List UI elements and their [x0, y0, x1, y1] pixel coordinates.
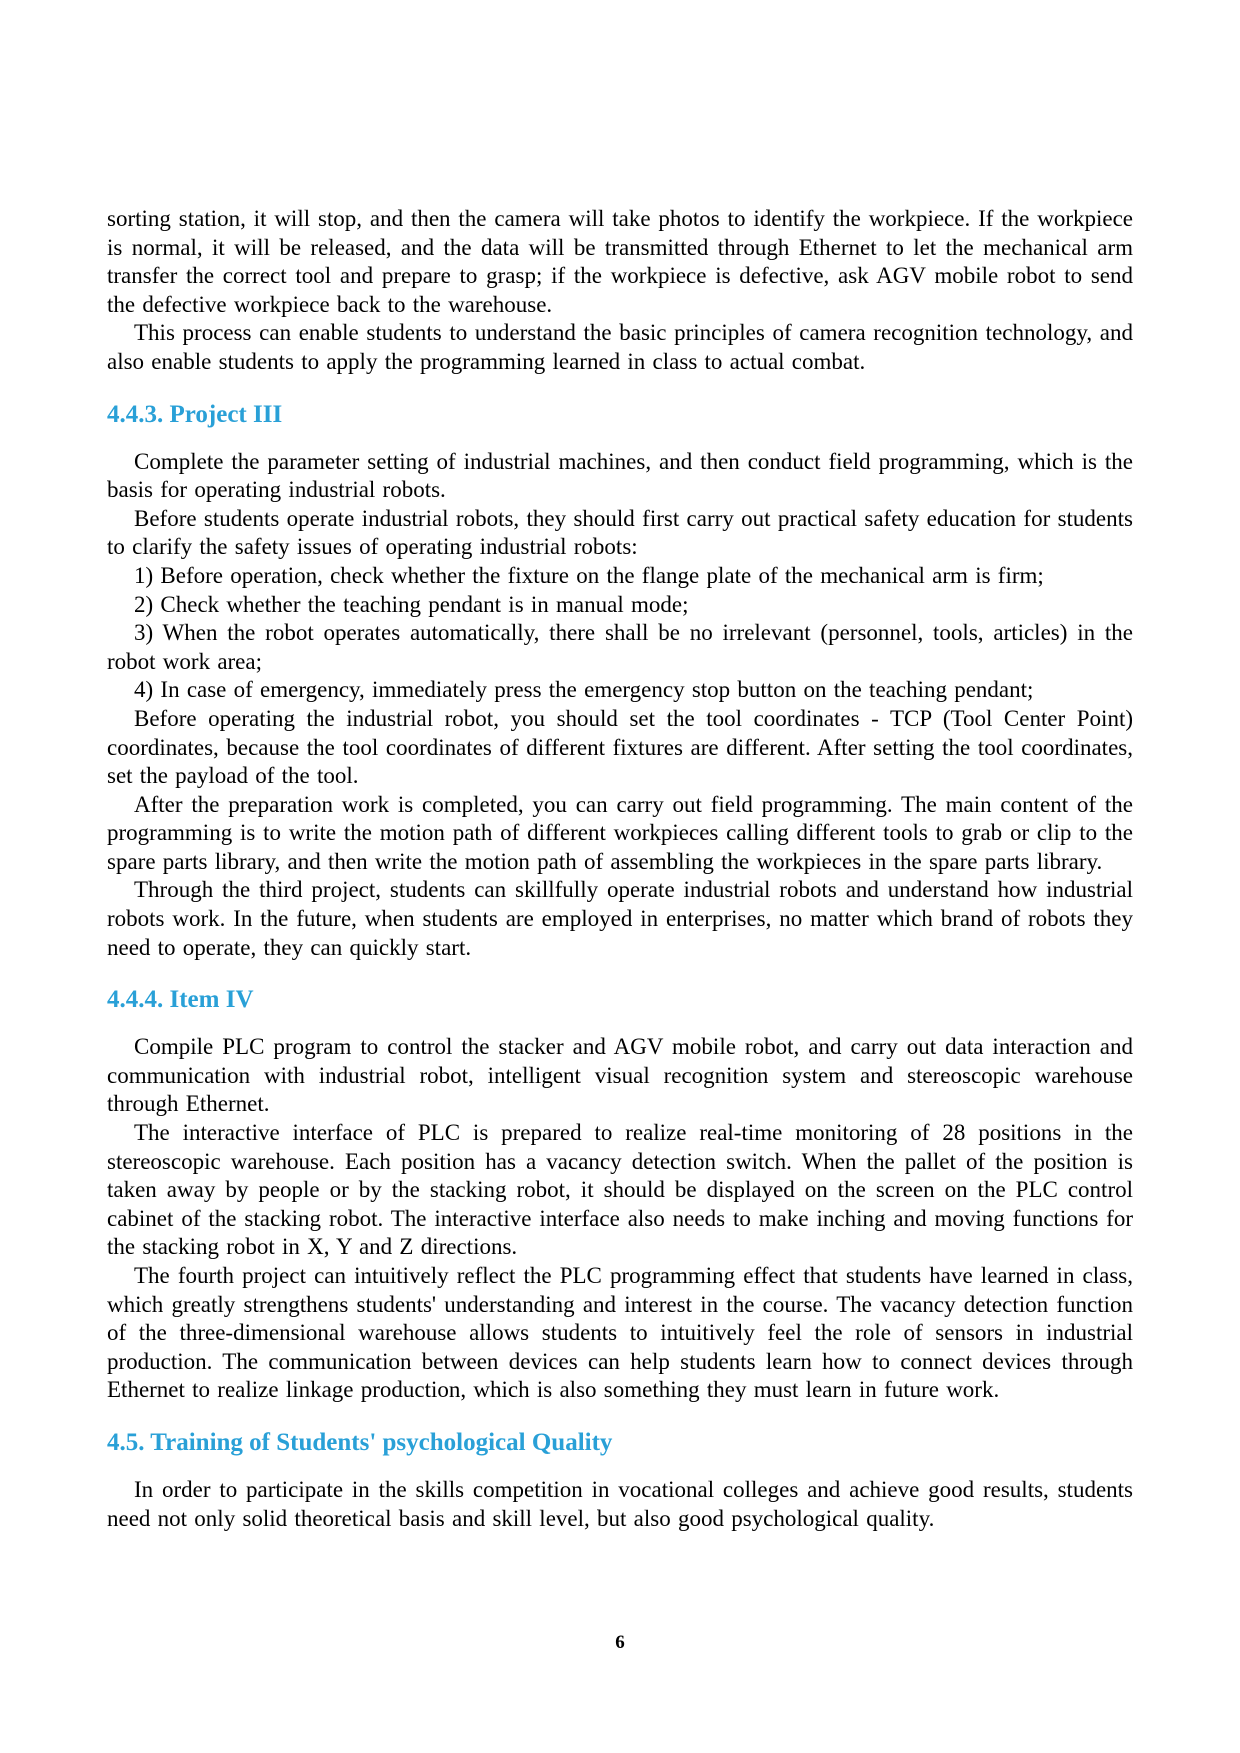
paragraph: In order to participate in the skills competition in vocational colleges and achieve good results, students need not only solid theoretical basis and skill level, but also good psychological quality.	[107, 1476, 1133, 1531]
page-content	[107, 205, 1133, 1533]
paragraph: Before operating the industrial robot, you should set the tool coordinates - TCP (Tool Center Point) coordinates, because the tool coordinates of different fixtures are different. After setting the tool coordinates, set the payload of the tool.	[107, 705, 1133, 789]
paragraph: After the preparation work is completed, you can carry out field programming. The main content of the programming is to write the motion path of different workpieces calling different tools to grab or clip to the spare parts library, and then write the motion path of assembling the workpieces in the spare parts library.	[107, 791, 1133, 874]
paragraph: The interactive interface of PLC is prepared to realize real-time monitoring of 28 positions in the stereoscopic warehouse. Each position has a vacancy detection switch. When the pallet of the position is taken away by people or by the stacking robot, it should be displayed on the screen on the PLC control cabinet of the stacking robot. The interactive interface also needs to make inching and moving functions for the stacking robot in X, Y and Z directions.	[107, 1120, 1133, 1260]
paragraph: 2) Check whether the teaching pendant is in manual mode;	[134, 591, 689, 617]
section-heading: 4.4.3. Project III	[107, 400, 283, 428]
paragraph: Through the third project, students can skillfully operate industrial robots and understand how industrial robots work. In the future, when students are employed in enterprises, no matter which brand of robots they need to operate, they can quickly start.	[107, 877, 1133, 960]
paragraph: This process can enable students to understand the basic principles of camera recognition technology, and also enable students to apply the programming learned in class to actual combat.	[107, 320, 1133, 374]
paragraph: 4) In case of emergency, immediately press the emergency stop button on the teaching pendant;	[134, 677, 1034, 703]
paragraph: sorting station, it will stop, and then the camera will take photos to identify the workpiece. If the workpiece is normal, it will be released, and the data will be transmitted through Ethernet to let the mechanical arm transfer the correct tool and prepare to grasp; if the workpiece is defective, ask AGV mobile robot to send the defective workpiece back to the warehouse.	[107, 206, 1133, 317]
paragraph: The fourth project can intuitively reflect the PLC programming effect that students have learned in class, which greatly strengthens students' understanding and interest in the course. The vacancy detection function of the three-dimensional warehouse allows students to intuitively feel the role of sensors in industrial production. The communication between devices can help students learn how to connect devices through Ethernet to realize linkage production, which is also something they must learn in future work.	[107, 1263, 1133, 1403]
paragraph: Complete the parameter setting of industrial machines, and then conduct field programming, which is the basis for operating industrial robots.	[107, 448, 1133, 503]
section-heading: 4.4.4. Item IV	[107, 986, 254, 1014]
paragraph: 3) When the robot operates automatically, there shall be no irrelevant (personnel, tools, articles) in the robot work area;	[107, 620, 1133, 674]
paragraph: Before students operate industrial robots, they should first carry out practical safety education for students to clarify the safety issues of operating industrial robots:	[107, 505, 1133, 560]
section-heading: 4.5. Training of Students' psychological Quality	[107, 1428, 613, 1456]
page-number: 6	[615, 1632, 625, 1653]
paragraph: 1) Before operation, check whether the fixture on the flange plate of the mechanical arm is firm;	[134, 562, 1044, 588]
page-footer	[0, 1632, 1240, 1654]
paragraph: Compile PLC program to control the stacker and AGV mobile robot, and carry out data interaction and communication with industrial robot, intelligent visual recognition system and stereoscopic warehouse through Ethernet.	[107, 1034, 1133, 1117]
